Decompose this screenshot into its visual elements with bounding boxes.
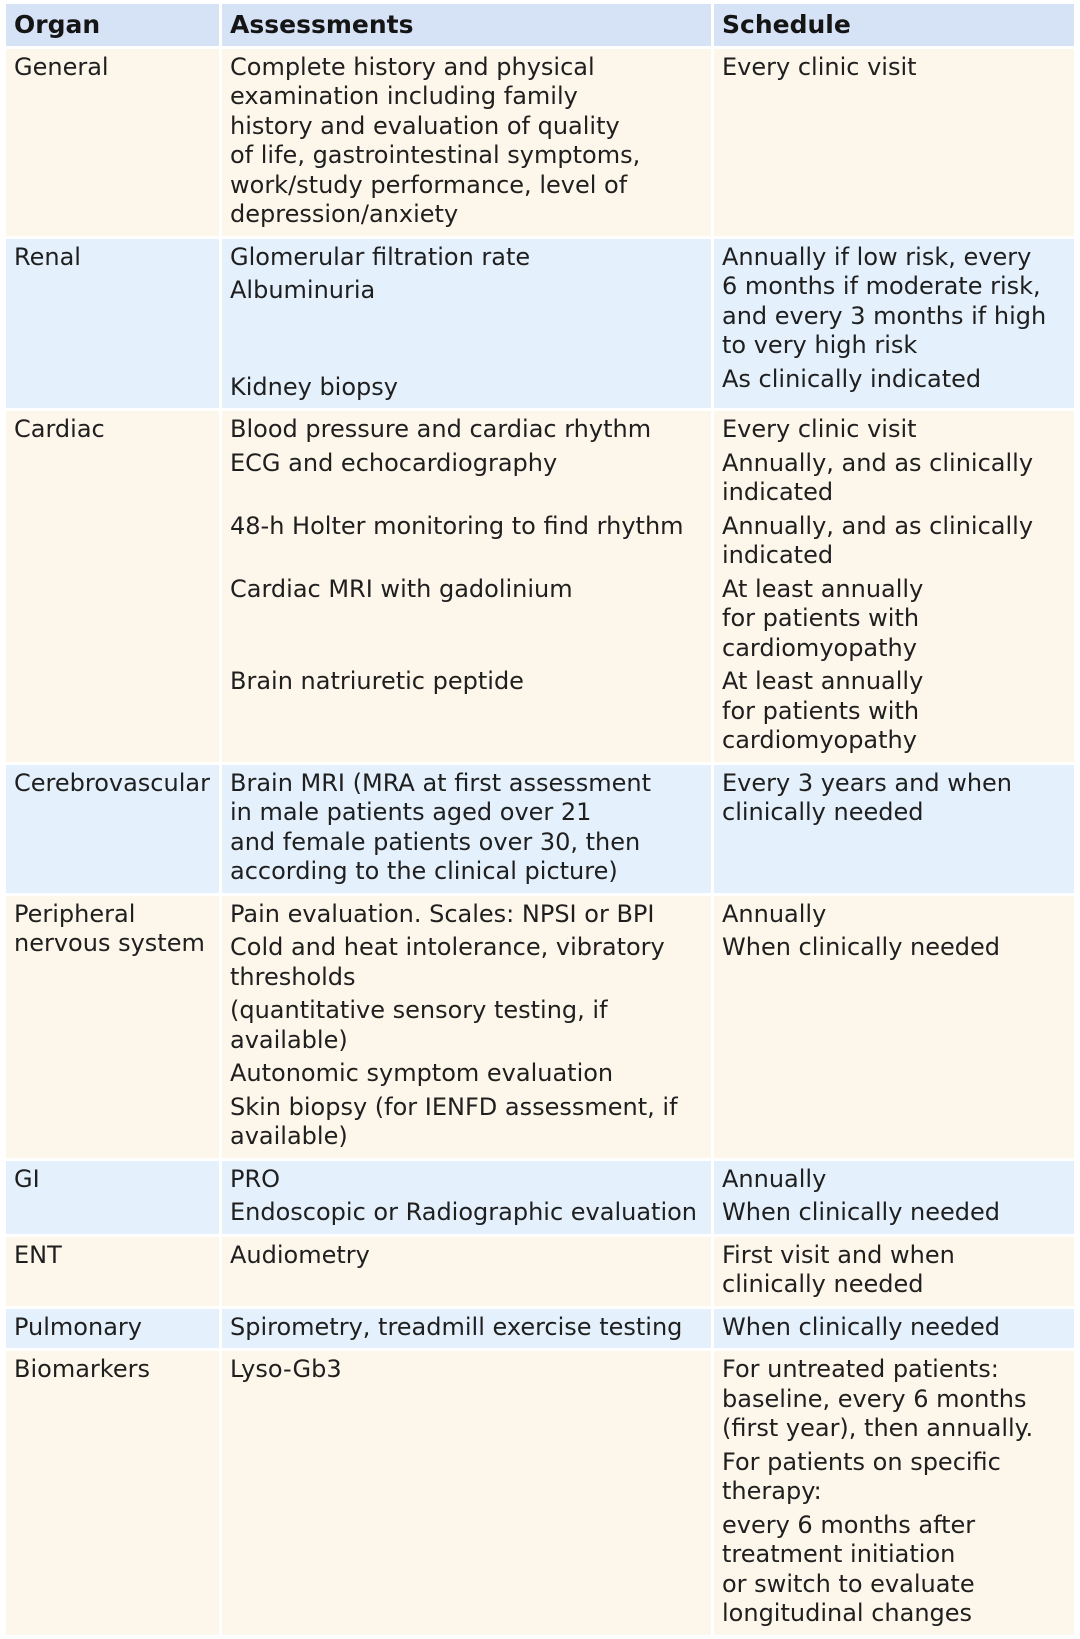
assessments-cell xyxy=(222,411,714,762)
organ-cell xyxy=(6,1237,222,1306)
schedule-item xyxy=(722,1355,1070,1444)
assessment-item xyxy=(230,900,703,930)
schedule-item-line: As clinically indicated xyxy=(722,364,982,393)
schedule-item-line: Every clinic visit xyxy=(722,52,917,81)
assessment-item-line xyxy=(230,478,703,508)
surveillance-table xyxy=(6,4,1074,1638)
table-row-cardiac xyxy=(6,411,1074,765)
schedule-item xyxy=(722,769,1070,828)
assessment-item-line: Kidney biopsy xyxy=(230,372,398,401)
table-row-peripheral-nervous-system xyxy=(6,896,1074,1161)
assessment-item-line: 48-h Holter monitoring to find rhythm xyxy=(230,511,684,540)
assessment-item-line: Autonomic symptom evaluation xyxy=(230,1059,614,1087)
assessment-item xyxy=(230,575,703,664)
schedule-item-line: indicated xyxy=(722,478,834,506)
schedule-item xyxy=(722,1165,1070,1195)
assessment-item xyxy=(230,415,703,445)
assessments-cell xyxy=(222,239,714,409)
organ-label: GI xyxy=(14,1164,40,1193)
assessment-item-line: Complete history and physical xyxy=(230,52,595,81)
schedule-item xyxy=(722,575,1070,664)
assessment-item xyxy=(230,769,703,887)
schedule-item xyxy=(722,449,1070,508)
assessments-cell xyxy=(222,896,714,1158)
schedule-item xyxy=(722,1313,1070,1343)
schedule-item-line: Annually, and as clinically xyxy=(722,511,1034,540)
assessment-item-line: history and evaluation of quality xyxy=(230,111,620,140)
schedule-item-line: When clinically needed xyxy=(722,933,1001,961)
assessment-item-line xyxy=(230,541,703,571)
organ-label: ENT xyxy=(14,1240,62,1269)
schedule-cell xyxy=(714,411,1074,762)
organ-label: Cerebrovascular xyxy=(14,768,210,797)
schedule-item-line: First visit and when xyxy=(722,1240,955,1269)
schedule-item-line: clinically needed xyxy=(722,1270,924,1298)
organ-label: Pulmonary xyxy=(14,1312,142,1341)
schedule-cell xyxy=(714,896,1074,1158)
schedule-item-line: to very high risk xyxy=(722,331,918,359)
assessment-item-line: Cold and heat intolerance, vibratory xyxy=(230,933,665,961)
schedule-item-line: clinically needed xyxy=(722,798,924,826)
schedule-item-line: and every 3 months if high xyxy=(722,301,1047,330)
schedule-item-line: When clinically needed xyxy=(722,1312,1001,1341)
assessment-item xyxy=(230,1241,703,1271)
schedule-item-line: (first year), then annually. xyxy=(722,1414,1034,1442)
assessment-item-line: work/study performance, level of xyxy=(230,170,628,199)
assessment-item xyxy=(230,512,703,571)
schedule-item-line: longitudinal changes xyxy=(722,1599,973,1627)
schedule-item-line: therapy: xyxy=(722,1477,822,1505)
schedule-item-line: for patients with xyxy=(722,696,920,725)
organ-cell xyxy=(6,1161,222,1234)
organ-label: Cardiac xyxy=(14,415,105,443)
organ-cell xyxy=(6,49,222,236)
table-row-biomarkers xyxy=(6,1351,1074,1638)
assessment-item xyxy=(230,53,703,230)
assessment-item xyxy=(230,1198,703,1228)
assessment-item-line: Blood pressure and cardiac rhythm xyxy=(230,415,652,443)
schedule-cell xyxy=(714,49,1074,236)
organ-cell xyxy=(6,765,222,893)
organ-label: Peripheral xyxy=(14,899,136,928)
schedule-cell xyxy=(714,1161,1074,1234)
organ-label: Renal xyxy=(14,242,81,271)
assessment-item xyxy=(230,243,703,273)
schedule-cell xyxy=(714,765,1074,893)
organ-label: nervous system xyxy=(14,929,205,957)
table-header xyxy=(6,4,1074,49)
assessment-item xyxy=(230,1093,703,1152)
table-row-renal xyxy=(6,239,1074,412)
schedule-item-line: treatment initiation xyxy=(722,1540,956,1568)
schedule-item xyxy=(722,1448,1070,1507)
schedule-item-line: every 6 months after xyxy=(722,1510,976,1539)
assessment-item-line: of life, gastrointestinal symptoms, xyxy=(230,141,641,169)
assessment-item-line xyxy=(230,310,703,340)
schedule-item-line: Every 3 years and when xyxy=(722,768,1013,797)
assessment-item-line: in male patients aged over 21 xyxy=(230,798,592,826)
assessment-item xyxy=(230,996,703,1055)
assessments-cell xyxy=(222,1237,714,1306)
schedule-item-line: cardiomyopathy xyxy=(722,726,917,754)
schedule-item-line: At least annually xyxy=(722,574,924,603)
assessment-item-line: Albuminuria xyxy=(230,276,376,304)
table-row-cerebrovascular xyxy=(6,765,1074,896)
schedule-item xyxy=(722,365,1070,395)
assessment-item-line: according to the clinical picture) xyxy=(230,857,618,885)
assessment-item-line: thresholds xyxy=(230,962,356,991)
schedule-item-line: Annually, and as clinically xyxy=(722,448,1034,477)
assessments-cell xyxy=(222,49,714,236)
assessment-item-line: Brain natriuretic peptide xyxy=(230,667,524,695)
schedule-item-line: For patients on specific xyxy=(722,1447,1001,1476)
schedule-item xyxy=(722,243,1070,361)
schedule-cell xyxy=(714,239,1074,409)
assessments-cell xyxy=(222,1161,714,1234)
assessments-cell xyxy=(222,1309,714,1349)
organ-cell xyxy=(6,411,222,762)
schedule-item-line: Annually if low risk, every xyxy=(722,242,1032,271)
schedule-item-line: Annually xyxy=(722,899,827,928)
table-row-pulmonary xyxy=(6,1309,1074,1352)
organ-label: Biomarkers xyxy=(14,1355,150,1383)
assessment-item-line xyxy=(230,339,703,369)
assessment-item-line: Glomerular filtration rate xyxy=(230,242,531,271)
table-body xyxy=(6,49,1074,1638)
organ-cell xyxy=(6,1309,222,1349)
assessment-item-line: PRO xyxy=(230,1164,281,1193)
assessment-item-line xyxy=(230,604,703,634)
assessment-item xyxy=(230,449,703,508)
assessment-item-line xyxy=(230,697,703,727)
assessment-item-line: Pain evaluation. Scales: NPSI or BPI xyxy=(230,899,655,928)
header-schedule: Schedule xyxy=(722,10,851,39)
header-organ: Organ xyxy=(6,4,222,46)
assessment-item-line: examination including family xyxy=(230,82,578,110)
assessment-item-line: Brain MRI (MRA at first assessment xyxy=(230,768,651,797)
schedule-item xyxy=(722,53,1070,83)
assessment-item xyxy=(230,1313,703,1343)
assessment-item-line: Cardiac MRI with gadolinium xyxy=(230,574,573,603)
assessments-cell xyxy=(222,1351,714,1635)
assessment-item-line: available) xyxy=(230,1025,348,1054)
assessment-item-line xyxy=(230,634,703,664)
assessment-item-line: Audiometry xyxy=(230,1240,370,1269)
assessment-item-line: available) xyxy=(230,1122,348,1150)
assessment-item-line: (quantitative sensory testing, if xyxy=(230,996,608,1024)
table-row-general xyxy=(6,49,1074,239)
assessment-item xyxy=(230,373,703,403)
organ-cell xyxy=(6,896,222,1158)
schedule-item-line: for patients with xyxy=(722,604,920,632)
table-row-ent xyxy=(6,1237,1074,1309)
schedule-item-line: cardiomyopathy xyxy=(722,633,917,662)
assessment-item-line: Lyso-Gb3 xyxy=(230,1355,342,1383)
table-row-gi xyxy=(6,1161,1074,1237)
schedule-item xyxy=(722,1511,1070,1629)
schedule-item-line: indicated xyxy=(722,541,834,569)
schedule-item-line: At least annually xyxy=(722,667,924,695)
schedule-item-line: When clinically needed xyxy=(722,1198,1001,1226)
schedule-item-line: baseline, every 6 months xyxy=(722,1384,1027,1413)
header-assessments: Assessments xyxy=(222,4,714,46)
assessment-item-line: Spirometry, treadmill exercise testing xyxy=(230,1312,683,1341)
schedule-item xyxy=(722,415,1070,445)
schedule-item-line: For untreated patients: xyxy=(722,1355,999,1383)
schedule-item xyxy=(722,1241,1070,1300)
assessment-item xyxy=(230,310,703,369)
assessments-cell xyxy=(222,765,714,893)
schedule-item-line: or switch to evaluate xyxy=(722,1569,975,1598)
assessment-item-line xyxy=(230,726,703,756)
organ-cell xyxy=(6,239,222,409)
assessment-item-line: Skin biopsy (for IENFD assessment, if xyxy=(230,1092,678,1121)
schedule-item xyxy=(722,900,1070,930)
organ-label: General xyxy=(14,52,109,81)
assessment-item-line: and female patients over 30, then xyxy=(230,827,641,856)
schedule-item-line: Annually xyxy=(722,1164,827,1193)
assessment-item xyxy=(230,933,703,992)
schedule-cell xyxy=(714,1237,1074,1306)
organ-cell xyxy=(6,1351,222,1635)
schedule-cell xyxy=(714,1309,1074,1349)
assessment-item xyxy=(230,667,703,756)
assessment-item xyxy=(230,1059,703,1089)
assessment-item xyxy=(230,1355,703,1385)
schedule-item-line: Every clinic visit xyxy=(722,415,917,443)
assessment-item xyxy=(230,1165,703,1195)
schedule-cell xyxy=(714,1351,1074,1635)
schedule-item xyxy=(722,1198,1070,1228)
assessment-item-line: depression/anxiety xyxy=(230,200,459,228)
schedule-item xyxy=(722,512,1070,571)
assessment-item-line: Endoscopic or Radiographic evaluation xyxy=(230,1198,698,1226)
assessment-item-line: ECG and echocardiography xyxy=(230,448,558,477)
schedule-item xyxy=(722,667,1070,756)
schedule-item-line: 6 months if moderate risk, xyxy=(722,272,1041,300)
schedule-item xyxy=(722,933,1070,963)
assessment-item xyxy=(230,276,703,306)
